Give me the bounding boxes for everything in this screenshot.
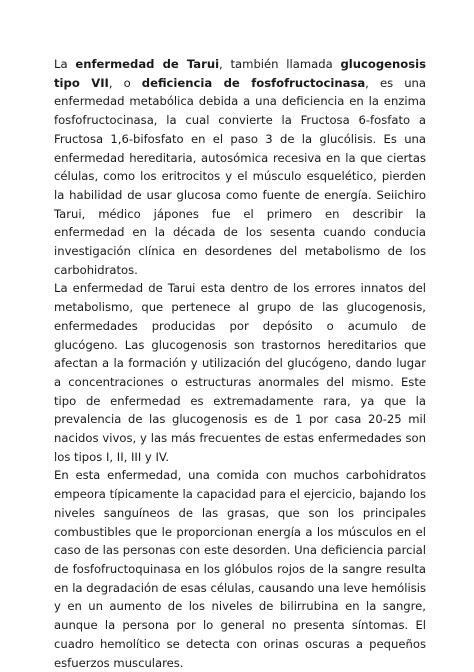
document-body xyxy=(54,55,426,672)
term-glucogenosis-tipo-vii: glucogenosis tipo VII xyxy=(54,57,426,90)
intro-rest: , es una enfermedad metabólica debida a una deficiencia en la enzima fosfofructocinasa, la cual convierte la Fructosa 6-fosfato a Fructosa 1,6-bifosfato en el paso 3 de la glucólisis. Es una enfermedad hereditaria, autosómica recesiva en la que ciertas células, como los eritrocitos y el músculo esquelético, pierden la habilidad de usar glucosa como fuente de energía. Seiichiro Tarui, médico jápones fue el primero en describir la enfermedad en la década de los sesenta cuando conducia investigación clínica en desordenes del metabolismo de los carbohidratos. xyxy=(54,75,427,277)
term-deficiencia-fosfofructocinasa: deficiencia de fosfofructocinasa xyxy=(141,75,366,90)
paragraph-symptoms: En esta enfermedad, una comida con muchos carbohidratos empeora típicamente la capacidad para el ejercicio, bajando los niveles sanguíneos de las grasas, que son los principales combustibles que le proporcionan energía a los músculos en el caso de las personas con este desorden. Una deficiencia parcial de fosfofructoquinasa en los glóbulos rojos de la sangre resulta en la degradación de esas células, causando una leve hemólisis y en un aumento de los niveles de bilirrubina en la sangre, aunque la persona por lo general no presenta síntomas. El cuadro hemolítico se detecta con orinas oscuras a pequeños esfuerzos musculares. xyxy=(54,468,426,670)
paragraph-classification: La enfermedad de Tarui esta dentro de los errores innatos del metabolismo, que pertenece al grupo de las glucogenosis, enfermedades producidas por depósito o acumulo de glucógeno. Las glucogenosis son trastornos hereditarios que afectan a la formación y utilización del glucógeno, dando lugar a concentraciones o estructuras anormales del mismo. Este tipo de enfermedad es extremadamente rara, ya que la prevalencia de las glucogenosis es de 1 por casa 20-25 mil nacidos vivos, y las más frecuentes de estas enfermedades son los tipos I, II, III y IV. xyxy=(54,281,426,464)
paragraph-intro xyxy=(54,55,426,279)
intro-connector-2: , o xyxy=(108,75,142,90)
intro-prefix: La xyxy=(54,57,76,71)
intro-connector-1: , también llamada xyxy=(219,57,341,71)
term-enfermedad-de-tarui: enfermedad de Tarui xyxy=(75,57,220,71)
